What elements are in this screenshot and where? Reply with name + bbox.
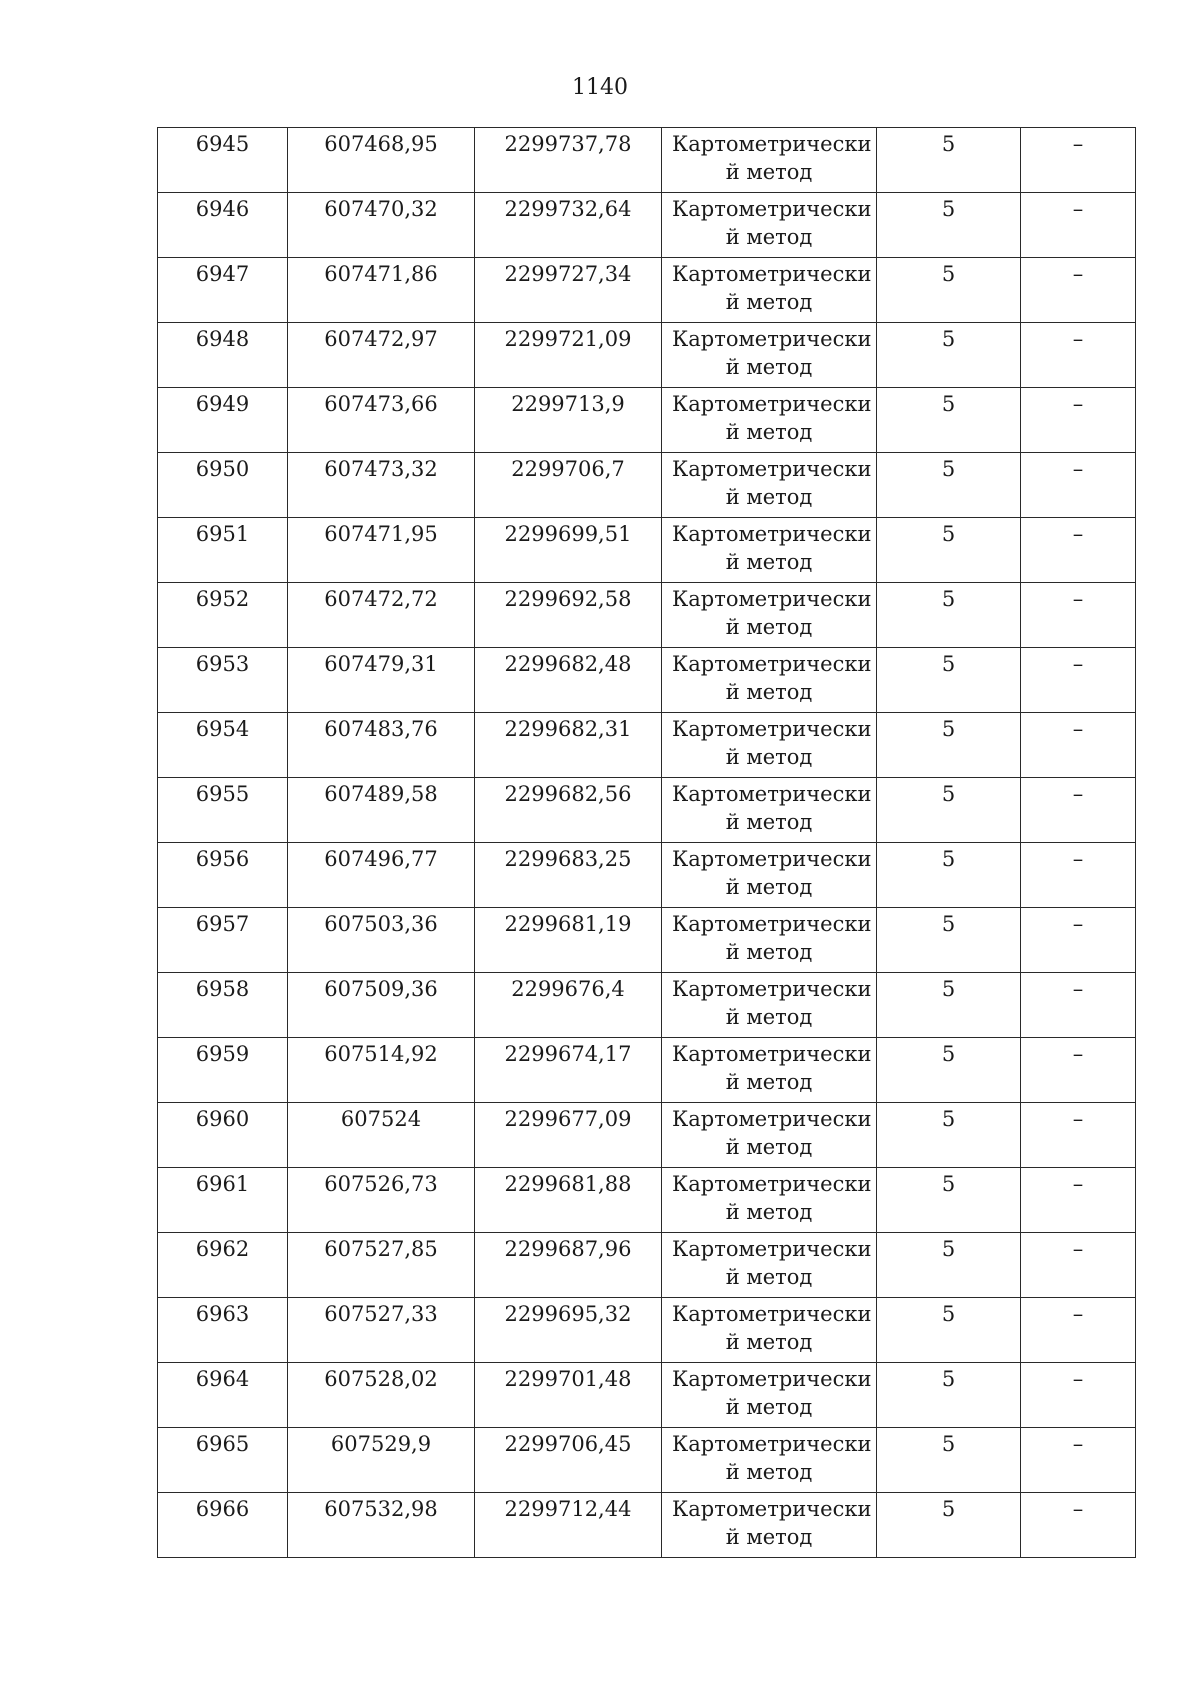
method-text-line1: Картометрически (672, 132, 872, 156)
method-text-line1: Картометрически (672, 1107, 872, 1131)
accuracy-cell: 5 (877, 518, 1021, 583)
note-cell: – (1021, 973, 1136, 1038)
x-coordinate-cell: 607479,31 (288, 648, 475, 713)
x-coordinate-cell: 607527,33 (288, 1298, 475, 1363)
note-cell: – (1021, 453, 1136, 518)
table-row (158, 1493, 1136, 1558)
method-cell (662, 1103, 877, 1168)
accuracy-cell: 5 (877, 128, 1021, 193)
accuracy-cell: 5 (877, 1363, 1021, 1428)
table-row (158, 778, 1136, 843)
x-coordinate-cell: 607527,85 (288, 1233, 475, 1298)
table-row (158, 453, 1136, 518)
note-cell: – (1021, 1363, 1136, 1428)
method-cell (662, 1428, 877, 1493)
method-text-line2: й метод (725, 940, 813, 964)
method-text-line1: Картометрически (672, 1302, 872, 1326)
method-text-line2: й метод (725, 420, 813, 444)
method-cell (662, 973, 877, 1038)
point-number-cell: 6959 (158, 1038, 288, 1103)
y-coordinate-cell: 2299677,09 (475, 1103, 662, 1168)
note-cell: – (1021, 388, 1136, 453)
method-cell (662, 1298, 877, 1363)
accuracy-cell: 5 (877, 1103, 1021, 1168)
y-coordinate-cell: 2299732,64 (475, 193, 662, 258)
method-text-line2: й метод (725, 1135, 813, 1159)
method-text-line1: Картометрически (672, 1172, 872, 1196)
table-row (158, 128, 1136, 193)
table-row (158, 713, 1136, 778)
x-coordinate-cell: 607532,98 (288, 1493, 475, 1558)
method-text-line2: й метод (725, 1070, 813, 1094)
table-row (158, 388, 1136, 453)
point-number-cell: 6966 (158, 1493, 288, 1558)
method-text-line1: Картометрически (672, 392, 872, 416)
note-cell: – (1021, 258, 1136, 323)
method-cell (662, 843, 877, 908)
point-number-cell: 6965 (158, 1428, 288, 1493)
accuracy-cell: 5 (877, 1428, 1021, 1493)
point-number-cell: 6952 (158, 583, 288, 648)
method-text-line1: Картометрически (672, 327, 872, 351)
x-coordinate-cell: 607509,36 (288, 973, 475, 1038)
method-text-line1: Картометрически (672, 652, 872, 676)
x-coordinate-cell: 607471,86 (288, 258, 475, 323)
point-number-cell: 6945 (158, 128, 288, 193)
y-coordinate-cell: 2299699,51 (475, 518, 662, 583)
x-coordinate-cell: 607468,95 (288, 128, 475, 193)
accuracy-cell: 5 (877, 1233, 1021, 1298)
method-cell (662, 388, 877, 453)
method-cell (662, 1038, 877, 1103)
note-cell: – (1021, 1233, 1136, 1298)
method-cell (662, 258, 877, 323)
x-coordinate-cell: 607514,92 (288, 1038, 475, 1103)
table-row (158, 843, 1136, 908)
method-text-line1: Картометрически (672, 847, 872, 871)
note-cell: – (1021, 778, 1136, 843)
note-cell: – (1021, 1103, 1136, 1168)
x-coordinate-cell: 607496,77 (288, 843, 475, 908)
method-text-line2: й метод (725, 355, 813, 379)
x-coordinate-cell: 607489,58 (288, 778, 475, 843)
point-number-cell: 6955 (158, 778, 288, 843)
accuracy-cell: 5 (877, 908, 1021, 973)
accuracy-cell: 5 (877, 323, 1021, 388)
point-number-cell: 6954 (158, 713, 288, 778)
y-coordinate-cell: 2299695,32 (475, 1298, 662, 1363)
method-text-line1: Картометрически (672, 977, 872, 1001)
x-coordinate-cell: 607471,95 (288, 518, 475, 583)
accuracy-cell: 5 (877, 1298, 1021, 1363)
x-coordinate-cell: 607483,76 (288, 713, 475, 778)
point-number-cell: 6963 (158, 1298, 288, 1363)
table-row (158, 1168, 1136, 1233)
method-cell (662, 713, 877, 778)
method-cell (662, 908, 877, 973)
note-cell: – (1021, 908, 1136, 973)
point-number-cell: 6949 (158, 388, 288, 453)
y-coordinate-cell: 2299681,88 (475, 1168, 662, 1233)
note-cell: – (1021, 1168, 1136, 1233)
accuracy-cell: 5 (877, 973, 1021, 1038)
table-row (158, 258, 1136, 323)
point-number-cell: 6962 (158, 1233, 288, 1298)
method-text-line1: Картометрически (672, 1497, 872, 1521)
x-coordinate-cell: 607473,32 (288, 453, 475, 518)
x-coordinate-cell: 607526,73 (288, 1168, 475, 1233)
point-number-cell: 6947 (158, 258, 288, 323)
table-row (158, 908, 1136, 973)
method-text-line1: Картометрически (672, 717, 872, 741)
x-coordinate-cell: 607524 (288, 1103, 475, 1168)
x-coordinate-cell: 607473,66 (288, 388, 475, 453)
y-coordinate-cell: 2299721,09 (475, 323, 662, 388)
table-row (158, 1038, 1136, 1103)
point-number-cell: 6951 (158, 518, 288, 583)
method-cell (662, 128, 877, 193)
accuracy-cell: 5 (877, 193, 1021, 258)
table-row (158, 1103, 1136, 1168)
point-number-cell: 6957 (158, 908, 288, 973)
y-coordinate-cell: 2299737,78 (475, 128, 662, 193)
y-coordinate-cell: 2299727,34 (475, 258, 662, 323)
method-text-line1: Картометрически (672, 912, 872, 936)
accuracy-cell: 5 (877, 1038, 1021, 1103)
method-text-line2: й метод (725, 1005, 813, 1029)
method-text-line1: Картометрически (672, 782, 872, 806)
method-cell (662, 453, 877, 518)
method-text-line1: Картометрически (672, 522, 872, 546)
table-row (158, 323, 1136, 388)
method-text-line2: й метод (725, 1525, 813, 1549)
table-row (158, 193, 1136, 258)
x-coordinate-cell: 607470,32 (288, 193, 475, 258)
method-text-line1: Картометрически (672, 262, 872, 286)
point-number-cell: 6953 (158, 648, 288, 713)
method-text-line2: й метод (725, 1330, 813, 1354)
method-text-line2: й метод (725, 1460, 813, 1484)
method-text-line1: Картометрически (672, 1367, 872, 1391)
y-coordinate-cell: 2299687,96 (475, 1233, 662, 1298)
y-coordinate-cell: 2299683,25 (475, 843, 662, 908)
table-row (158, 1363, 1136, 1428)
accuracy-cell: 5 (877, 713, 1021, 778)
method-text-line2: й метод (725, 745, 813, 769)
method-text-line2: й метод (725, 680, 813, 704)
note-cell: – (1021, 1298, 1136, 1363)
table-row (158, 518, 1136, 583)
method-cell (662, 1363, 877, 1428)
table-row (158, 1428, 1136, 1493)
note-cell: – (1021, 648, 1136, 713)
table-row (158, 1233, 1136, 1298)
y-coordinate-cell: 2299682,31 (475, 713, 662, 778)
note-cell: – (1021, 518, 1136, 583)
y-coordinate-cell: 2299712,44 (475, 1493, 662, 1558)
table-row (158, 973, 1136, 1038)
method-text-line2: й метод (725, 1200, 813, 1224)
method-cell (662, 1233, 877, 1298)
note-cell: – (1021, 1038, 1136, 1103)
method-text-line1: Картометрически (672, 197, 872, 221)
point-number-cell: 6964 (158, 1363, 288, 1428)
method-text-line1: Картометрически (672, 587, 872, 611)
note-cell: – (1021, 843, 1136, 908)
method-cell (662, 518, 877, 583)
method-cell (662, 778, 877, 843)
y-coordinate-cell: 2299713,9 (475, 388, 662, 453)
accuracy-cell: 5 (877, 258, 1021, 323)
y-coordinate-cell: 2299682,48 (475, 648, 662, 713)
method-cell (662, 1168, 877, 1233)
note-cell: – (1021, 128, 1136, 193)
method-cell (662, 648, 877, 713)
method-text-line1: Картометрически (672, 1237, 872, 1261)
method-text-line2: й метод (725, 1395, 813, 1419)
method-cell (662, 323, 877, 388)
table-body (158, 128, 1136, 1558)
point-number-cell: 6950 (158, 453, 288, 518)
method-text-line2: й метод (725, 810, 813, 834)
point-number-cell: 6960 (158, 1103, 288, 1168)
method-text-line2: й метод (725, 875, 813, 899)
accuracy-cell: 5 (877, 778, 1021, 843)
note-cell: – (1021, 583, 1136, 648)
x-coordinate-cell: 607528,02 (288, 1363, 475, 1428)
accuracy-cell: 5 (877, 388, 1021, 453)
method-text-line2: й метод (725, 615, 813, 639)
method-text-line2: й метод (725, 160, 813, 184)
x-coordinate-cell: 607503,36 (288, 908, 475, 973)
accuracy-cell: 5 (877, 583, 1021, 648)
method-text-line2: й метод (725, 225, 813, 249)
method-text-line1: Картометрически (672, 1042, 872, 1066)
accuracy-cell: 5 (877, 1168, 1021, 1233)
method-text-line2: й метод (725, 290, 813, 314)
y-coordinate-cell: 2299674,17 (475, 1038, 662, 1103)
y-coordinate-cell: 2299701,48 (475, 1363, 662, 1428)
note-cell: – (1021, 323, 1136, 388)
method-cell (662, 1493, 877, 1558)
y-coordinate-cell: 2299706,7 (475, 453, 662, 518)
y-coordinate-cell: 2299692,58 (475, 583, 662, 648)
page-number: 1140 (572, 75, 628, 100)
method-text-line1: Картометрически (672, 457, 872, 481)
accuracy-cell: 5 (877, 1493, 1021, 1558)
method-cell (662, 193, 877, 258)
note-cell: – (1021, 193, 1136, 258)
note-cell: – (1021, 1493, 1136, 1558)
accuracy-cell: 5 (877, 648, 1021, 713)
x-coordinate-cell: 607529,9 (288, 1428, 475, 1493)
y-coordinate-cell: 2299706,45 (475, 1428, 662, 1493)
y-coordinate-cell: 2299682,56 (475, 778, 662, 843)
method-text-line2: й метод (725, 1265, 813, 1289)
coordinates-table (157, 127, 1136, 1558)
point-number-cell: 6946 (158, 193, 288, 258)
method-text-line2: й метод (725, 550, 813, 574)
y-coordinate-cell: 2299681,19 (475, 908, 662, 973)
table-row (158, 583, 1136, 648)
method-text-line2: й метод (725, 485, 813, 509)
accuracy-cell: 5 (877, 453, 1021, 518)
method-text-line1: Картометрически (672, 1432, 872, 1456)
note-cell: – (1021, 713, 1136, 778)
method-cell (662, 583, 877, 648)
x-coordinate-cell: 607472,72 (288, 583, 475, 648)
point-number-cell: 6948 (158, 323, 288, 388)
x-coordinate-cell: 607472,97 (288, 323, 475, 388)
note-cell: – (1021, 1428, 1136, 1493)
point-number-cell: 6958 (158, 973, 288, 1038)
point-number-cell: 6961 (158, 1168, 288, 1233)
point-number-cell: 6956 (158, 843, 288, 908)
y-coordinate-cell: 2299676,4 (475, 973, 662, 1038)
table-row (158, 1298, 1136, 1363)
table-row (158, 648, 1136, 713)
accuracy-cell: 5 (877, 843, 1021, 908)
